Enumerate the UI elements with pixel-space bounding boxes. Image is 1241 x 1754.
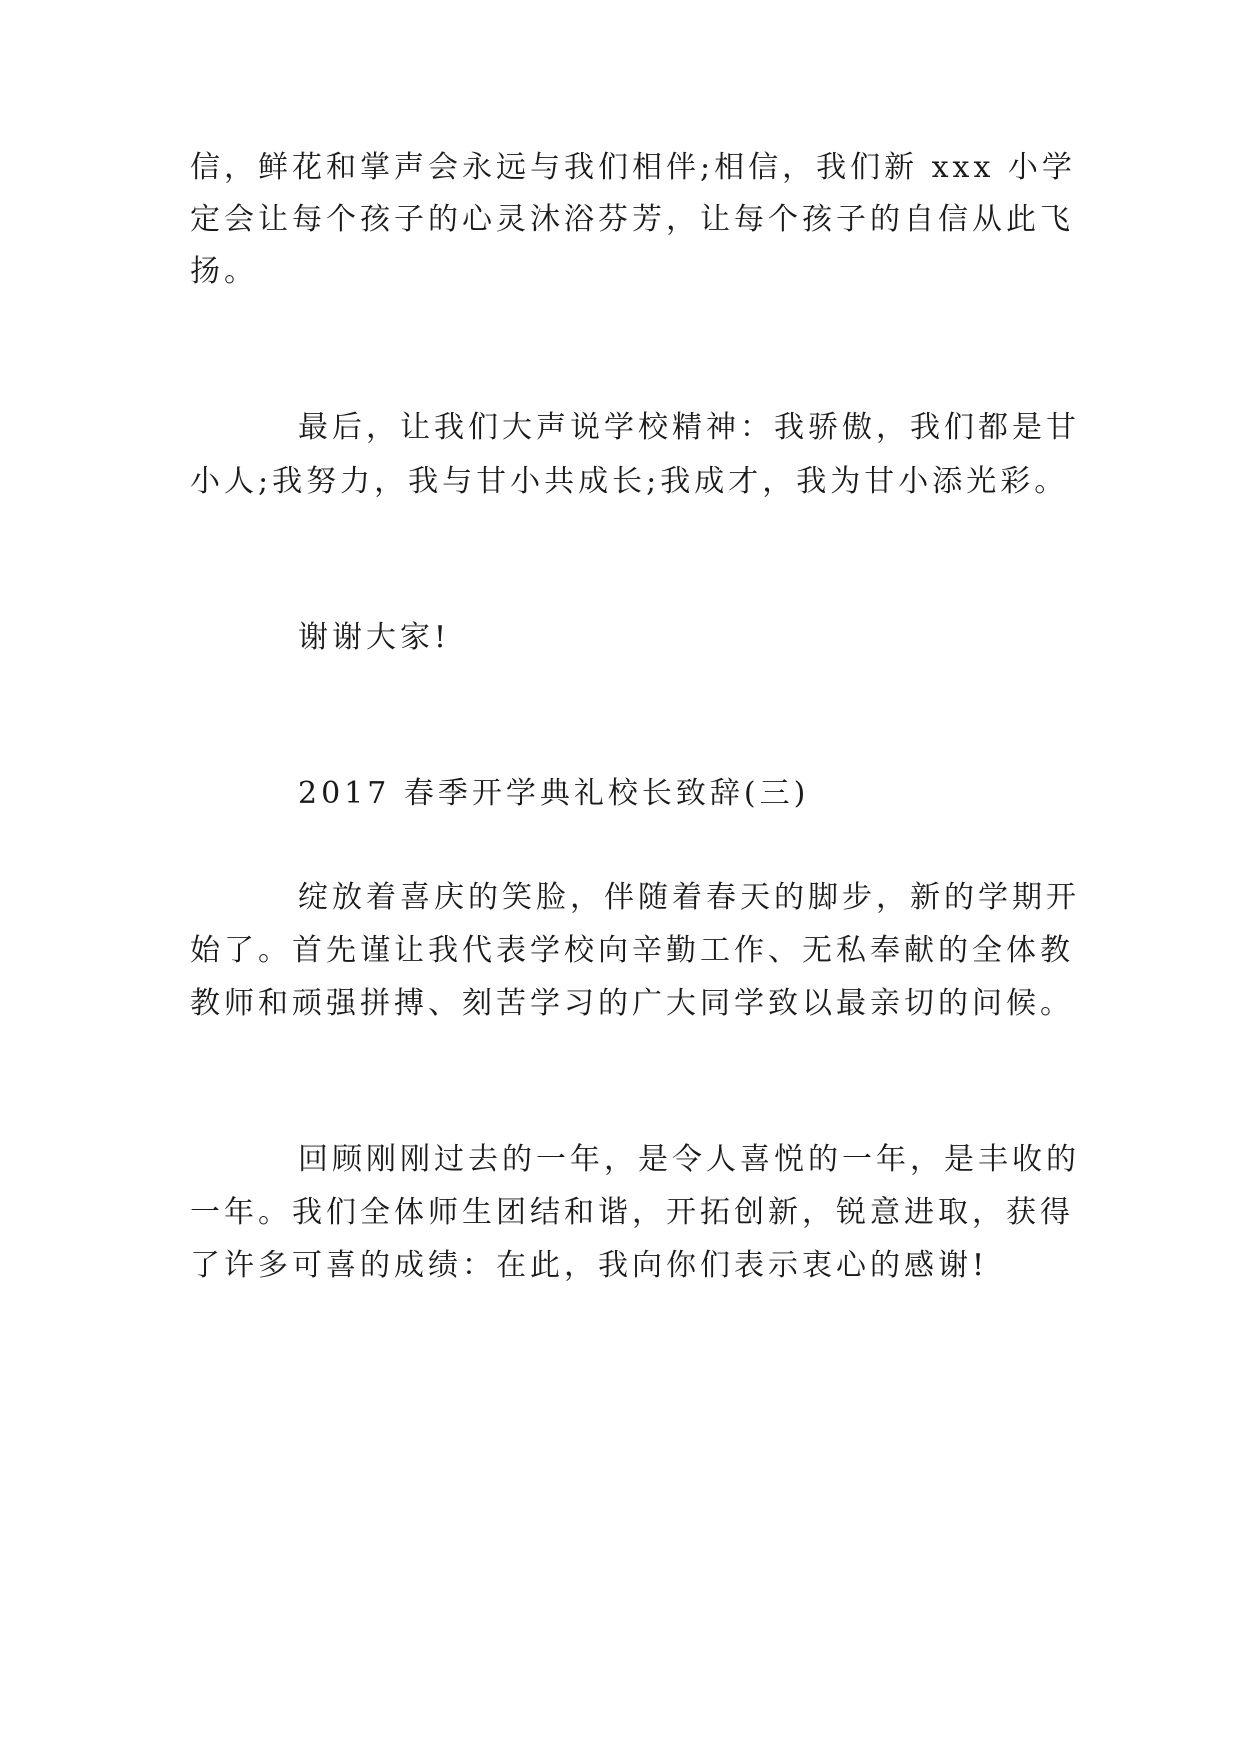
paragraph-line: 最后，让我们大声说学校精神：我骄傲，我们都是甘 [298, 410, 1080, 445]
paragraph-line: 小人;我努力，我与甘小共成长;我成才，我为甘小添光彩。 [190, 464, 1069, 499]
closing-thanks: 谢谢大家! [298, 620, 451, 655]
paragraph-line: 始了。首先谨让我代表学校向辛勤工作、无私奉献的全体教 [190, 933, 1074, 968]
paragraph-line: 扬。 [190, 254, 258, 289]
paragraph-line: 定会让每个孩子的心灵沐浴芬芳，让每个孩子的自信从此飞 [190, 202, 1074, 237]
paragraph-line: 回顾刚刚过去的一年，是令人喜悦的一年，是丰收的 [298, 1142, 1080, 1177]
section-title: 2017 春季开学典礼校长致辞(三) [298, 776, 810, 811]
paragraph-line: 信，鲜花和掌声会永远与我们相伴;相信，我们新 xxx 小学 [190, 150, 1076, 185]
paragraph-line: 绽放着喜庆的笑脸，伴随着春天的脚步，新的学期开 [298, 880, 1080, 915]
paragraph-line: 一年。我们全体师生团结和谐，开拓创新，锐意进取，获得 [190, 1195, 1074, 1230]
paragraph-line: 了许多可喜的成绩：在此，我向你们表示衷心的感谢! [190, 1248, 989, 1283]
paragraph-line: 教师和顽强拼搏、刻苦学习的广大同学致以最亲切的问候。 [190, 986, 1074, 1021]
